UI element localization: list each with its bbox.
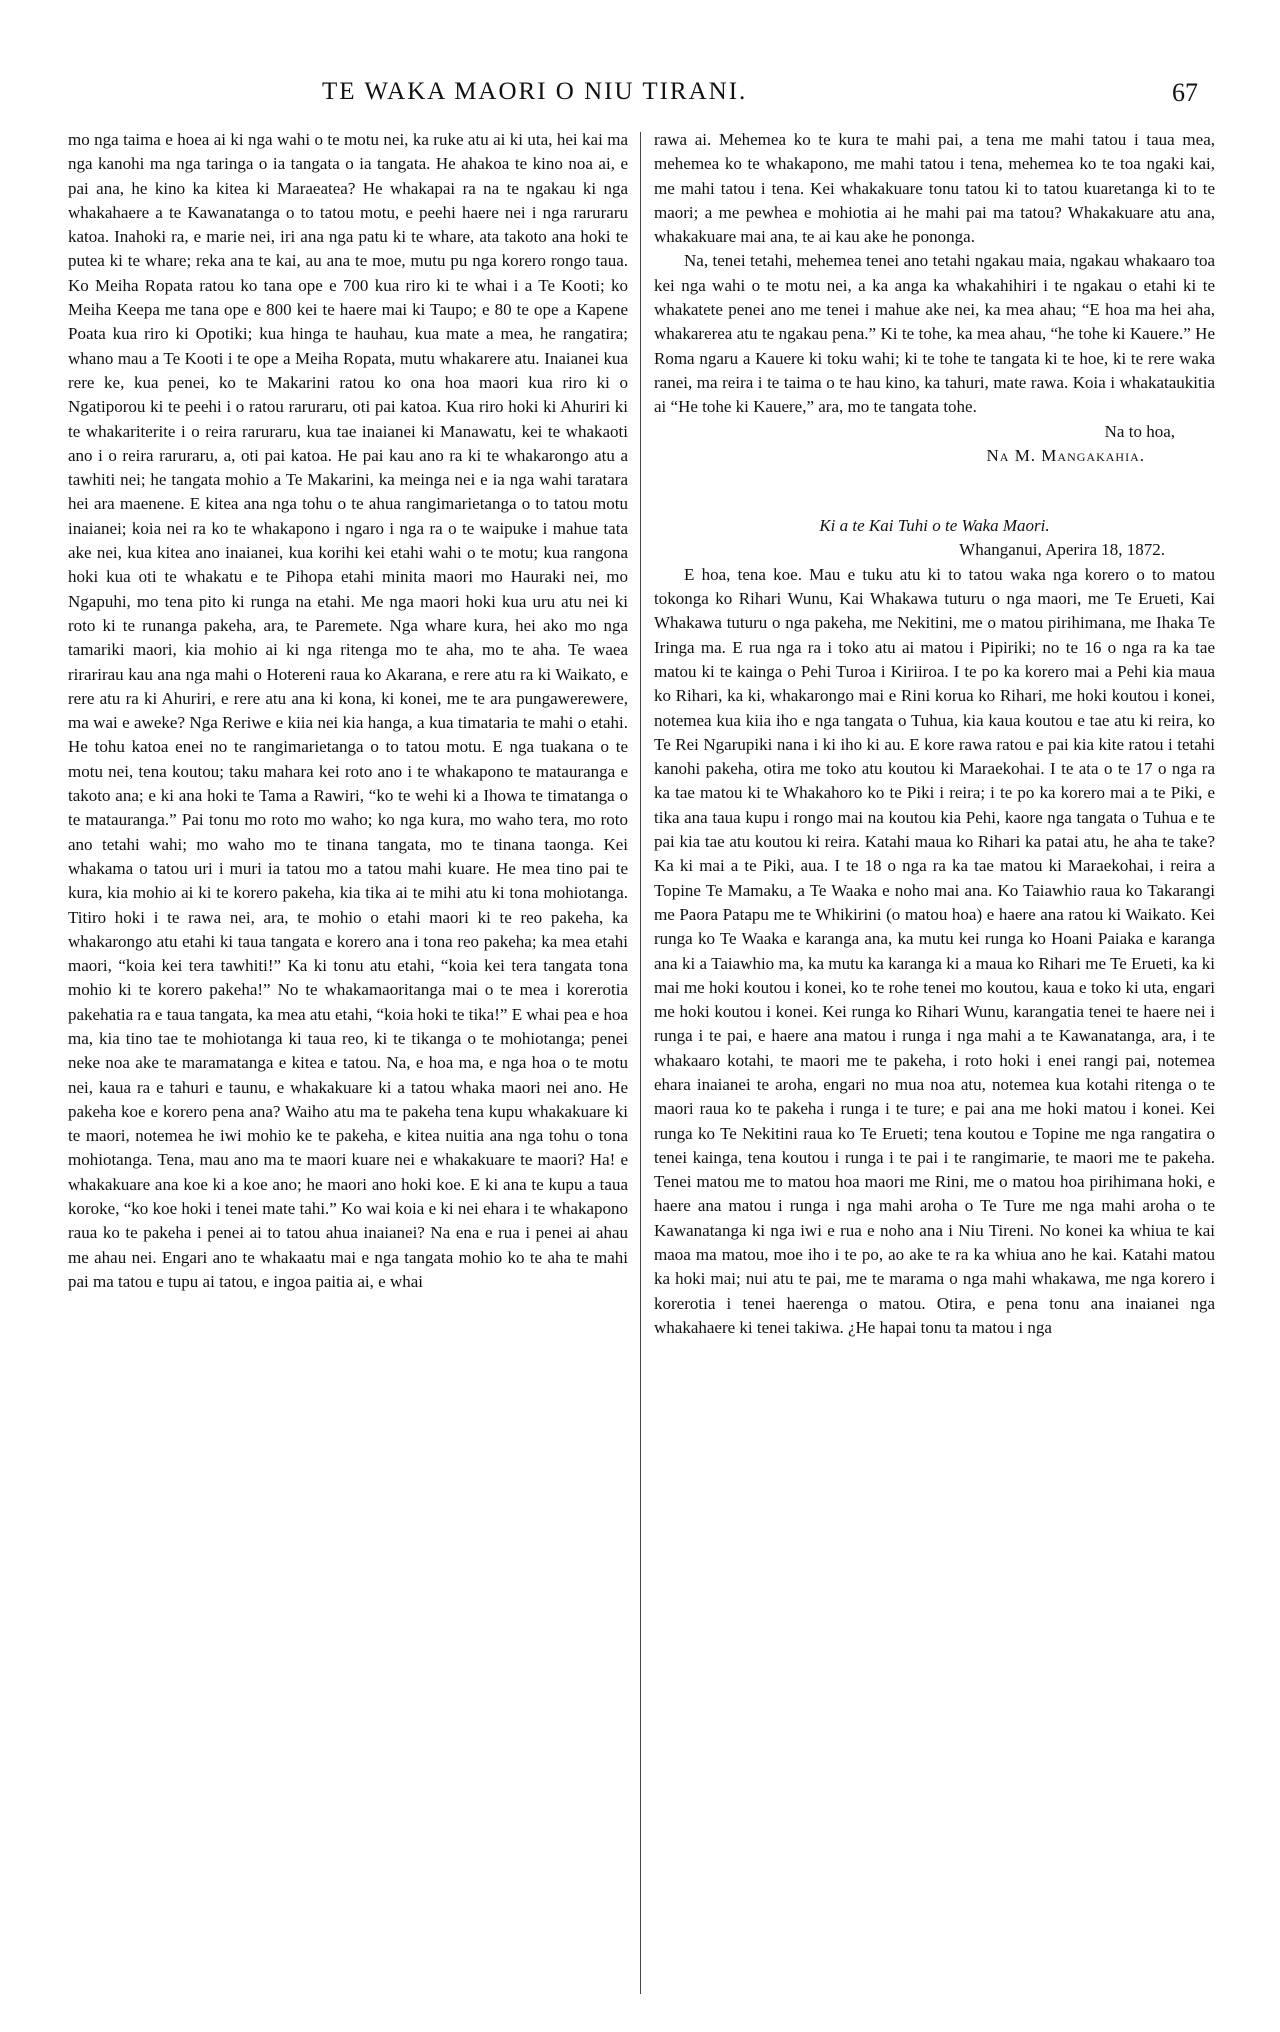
letter-sign-off: Na to hoa, <box>1104 421 1175 441</box>
page-number: 67 <box>1172 78 1198 107</box>
letter-body: E hoa, tena koe. Mau e tuku atu ki to tatou waka nga korero o to matou tokonga ko Rihari Wunu, Kai Whakawa tuturu o nga maori, me Te Erueti, Kai Whakawa tuturu o nga pakeha, me Nekitini, me o matou pirihimana, me Ihaka Te Iringa ma. E rua nga ra i toko atu ai matou i Pipiriki; no te 16 o nga ra ka tae matou ki te kainga o Pehi Turoa i Kiriiroa. I te po ka korero mai a Pehi kia maua ko Rihari, ka ki, whakarongo mai e Rini korua ko Rihari, me hoki koutou i konei, notemea kua kiia iho e nga tangata o Tuhua, kia kaua koutou e tae atu ki reira, ko Te Rei Ngarupiki nana i ki iho ki au. E kore rawa ratou e pai kia kite ratou i tetahi kanohi pakeha, otira me toko atu koutou ki Maraekohai. I te ata o te 17 o nga ra ka tae matou ki te Whakahoro ko te Piki i reira; i te po ka korero mai a te Piki, e tika ana taua kupu i rongo mai na koutou kia Pehi, kaore nga tangata o Tuhua e te pai kia tae atu koutou ki reira. Katahi maua ko Rihari ka patai atu, he aha te take? Ka ki mai a te Piki, aua. I te 18 o nga ra ka tae matou ki Maraekohai, i reira a Topine Te Mamaku, a Te Waaka e noho mai ana. Ko Taiawhio raua ko Takarangi me Paora Patapu me te Whikirini (o matou hoa) e haere ana ratou ki Waikato. Kei runga ko Te Waaka e karanga ana, ka mutu kei runga ko Hoani Paiaka e karanga ana ki a Taiawhio ma, ka mutu ka karanga ki a maua ko Rihari me Te Erueti, ka ki mai me hoki koutou i konei, ko te rohe tenei mo koutou, kaua e toko ki uta, engari me hoki koutou i konei. Kei runga ko Rihari Wunu, karangatia tenei te haere nei i runga i te pai, e haere ana matou i runga i nga mahi a te Kawanatanga, ara, i te whakaaro kotahi, te maori me te pakeha, i roto hoki i enei rangi pai, notemea ehara inaianei te aroha, engari no mua noa atu, notemea kua kotahi ritenga o te maori raua ko te pakeha i runga i te ture; e pai ana me hoki matou i konei. Kei runga ko Te Nekitini raua ko Te Erueti; tena koutou e Topine me nga rangatira o tenei kainga, tena koutou i runga i te pai i te rangimarie, te maori me te pakeha. Tenei matou me to matou hoa maori me Rini, me o matou hoa pirihimana hoki, e haere ana matou i runga i nga mahi aroha o Te Ture me nga mahi aroha o te Kawanatanga ki nga iwi e rua e noho ana i Niu Tireni. No konei ka whiua te kai maoa ma matou, moe iho i te po, ao ake te ra ka whiua ano he kai. Katahi matou ka hoki mai; nui atu te pai, me te marama o nga mahi whakawa, me nga korero i korerotia i tenei haerenga o matou. Otira, e pena tonu ana inaianei nga whakahaere ki tenei takiwa. ¿He hapai tonu ta matou i nga <box>654 564 1215 1337</box>
right-column-paragraph-2: Na, tenei tetahi, mehemea tenei ano tetahi ngakau maia, ngakau whakaaro toa kei nga wahi o te motu nei, a ka anga ka whakahihiri i te ngakau o etahi ki te whakatete penei ano me tenei i mahue ake nei, ka mea ahau; “E hoa ma hei aha, whakarerea atu te ngakau pena.” Ki te tohe, ka mea ahau, “he tohe ki Kauere.” He Roma ngaru a Kauere ki toku wahi; ki te tohe te tangata ki te hoe, ki te rere waka ranei, ma reira i te taima o te hau kino, ka tahuri, mate rawa. Koia i whakataukitia ai “He tohe ki Kauere,” ara, mo te tangata tohe. <box>654 251 1215 417</box>
right-column-paragraph-1: rawa ai. Mehemea ko te kura te mahi pai, a tena me mahi tatou i taua mea, mehemea ko te whakapono, me mahi tatou i tena, mehemea ko te toa ngaki kai, me mahi tatou i tena. Kei whakakuare tonu tatou ki to tatou kuaretanga ki to te maori; a me pewhea e mohiotia ai he mahi pai ma tatou? Whakakuare atu ana, whakakuare mai ana, te ai kau ake he pononga. <box>654 130 1215 247</box>
column-divider <box>640 132 641 1994</box>
left-column <box>68 128 628 1294</box>
dateline: Whanganui, Aperira 18, 1872. <box>959 540 1165 560</box>
running-title: TE WAKA MAORI O NIU TIRANI. <box>322 78 748 105</box>
letter-signature: Na M. Mangakahia. <box>986 445 1145 465</box>
section-title: Ki a te Kai Tuhi o te Waka Maori. <box>819 516 1050 536</box>
left-column-text: mo nga taima e hoea ai ki nga wahi o te motu nei, ka ruke atu ai ki uta, hei kai ma nga kanohi ma nga taringa o ia tangata o ia tangata. He ahakoa te kino noa ai, e pai ana, he kino ka kitea ki Maraeatea? He whakapai ra na te ngakau ki nga whakahaere a te Kawanatanga o to tatou motu, e peehi haere nei i nga raruraru katoa. Inahoki ra, e marie nei, iri ana nga patu ki te whare, ata takoto ana hoki te putea ki te whare; reka ana te kai, au ana te moe, mutu pu nga korero rongo taua. Ko Meiha Ropata ratou ko tana ope e 700 kua riro ki te whai i a Te Kooti; ko Meiha Keepa me tana ope e 800 kei te haere mai ki Taupo; e 80 te ope a Kapene Poata kua riro ki Opotiki; kua hinga te hauhau, kua mate a mea, he rangatira; whano mau a Te Kooti i te ope a Meiha Ropata, mutu whakarere atu. Inaianei kua rere ke, kua penei, ko te Makarini ratou ko ona hoa maori kua riro ki o Ngatiporou ki te peehi i o ratou raruraru, oti pai katoa. Kua riro hoki ki Ahuriri ki te whakariterite i o reira raruraru, kua tae inaianei ki Manawatu, kei te whakaoti ano i o reira raruraru, a, oti pai katoa. He pai kau ano ra ki te whakarongo atu a tawhiti nei; he tangata mohio a Te Makarini, ka meinga nei e ia nga wahi taratara hei ara maenene. E kitea ana nga tohu o te ahua rangimarietanga o to tatou motu inaianei; koia nei ra ko te whakapono i ngaro i nga ra o te waipuke i mahue tata ake nei, kua kitea ano inaianei, kua korihi kei etahi wahi o te motu; kua rangona hoki kua oti te whakatu e te Pihopa etahi minita maori mo Hauraki nei, mo Ngapuhi, mo tena pito ki runga na etahi. Me nga maori hoki kua uru atu nei ki roto ki te runanga pakeha, ara, te Paremete. Nga whare kura, hei ako mo nga tamariki maori, kia mohio ai ki nga ritenga mo te aha, mo te aha. Te waea rirarirau kau ana nga mahi o Hotereni raua ko Akarana, e rere atu ra ki Waikato, e rere atu ra ki Ahuriri, e rere atu ana ki kona, ki konei, me te ara pungawerewere, ma wai e aweke? Nga Reriwe e kiia nei kia hanga, a kua timataria te mahi o etahi. He tohu katoa enei no te rangimarietanga o to tatou motu. E nga tuakana o te motu nei, tena koutou; taku mahara kei roto ano i te whakapono te matauranga e takoto ana; e ki ana hoki te Tama a Rawiri, “ko te wehi ki a Ihowa te timatanga o te matauranga.” Pai tonu mo roto mo waho; ko nga kura, mo waho tera, mo roto ano tetahi wahi; mo waho mo te tinana tangata, mo te tinana taonga. Kei whakama o tatou uri i muri ia tatou mo a tatou mahi kuare. He mea tino pai te kura, kia mohio ai ki te korero pakeha, kia tika ai te mihi atu ki tona mohiotanga. Titiro hoki i te rawa nei, ara, te mohio o etahi maori ki te reo pakeha, ka whakarongo atu etahi ki taua tangata e korero ana i tona reo pakeha; ka mea etahi maori, “koia kei tera tawhiti!” Ka ki tonu atu etahi, “koia kei tera tangata tona mohio ki te korero pakeha!” No te whakamaoritanga mai o te mea i korerotia pakehatia ra e taua tangata, ka mea atu etahi, “koia hoki te tika!” E whai pea e hoa ma, kia tino tae te mohiotanga ki taua reo, ki te tikanga o te mohiotanga; penei neke noa ake te maramatanga e kitea e tatou. Na, e hoa ma, e nga hoa o te motu nei, kaua ra e tahuri e taunu, e whakakuare ki a tatou whaka maori nei ano. He pakeha koe e korero pena ana? Waiho atu ma te pakeha tena kupu whakakuare ki te maori, notemea he iwi mohio ke te pakeha, e kitea nuitia ana nga tohu o tona mohiotanga. Tena, mau ano ma te maori kuare nei e whakakuare te maori? Ha! e whakakuare ana koe ki a koe ano; he maori ano hoki koe. E ki ana te kupu a taua koroke, “ko koe hoki i tenei mate tahi.” Ko wai koia e ki nei ehara i te whakapono raua ko te pakeha i penei ai to tatou ahua inaianei? Na ena e rua i penei ai ahau me ahau nei. Engari ano te whakaatu mai e nga tangata mohio ko te aha te mahi pai ma tatou e tupu ai tatou, e ingoa paitia ai, e whai <box>68 130 628 1291</box>
right-column <box>654 128 1215 1340</box>
